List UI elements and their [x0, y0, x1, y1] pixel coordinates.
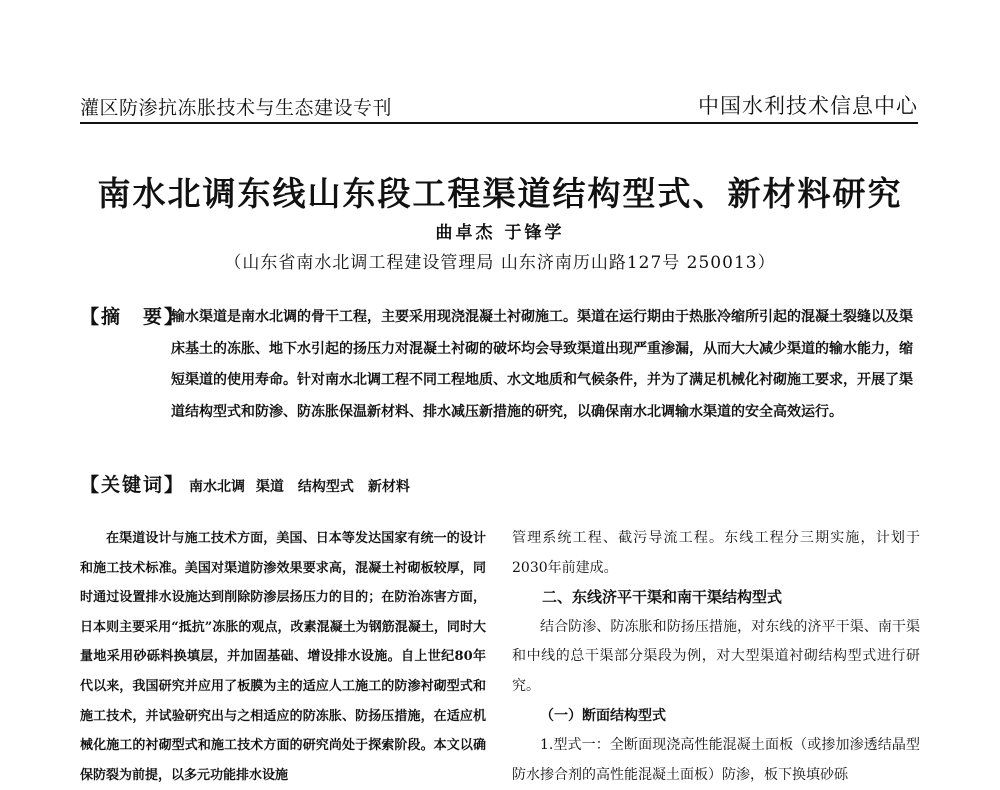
- authors: 曲卓杰 于锋学: [435, 223, 565, 243]
- right-column-intro: 管理系统工程、截污导流工程。东线工程分三期实施，计划于2030年前建成。: [512, 530, 920, 576]
- abstract-text: 输水渠道是南水北调的骨干工程，主要采用现浇混凝土衬砌施工。渠道在运行期由于热胀冷缩所引起的混凝土裂缝以及渠床基土的冻胀、地下水引起的扬压力对混凝土衬砌的破坏均会导致渠道出现严重渗漏，从而大大减少渠道的输水能力，缩短渠道的使用寿命。针对南水北调工程不同工程地质、水文地质和气候条件，并为了满足机械化衬砌施工要求，开展了渠道结构型式和防渗、防冻胀保温新材料、排水减压新措施的研究，以确保南水北调输水渠道的安全高效运行。: [171, 309, 913, 420]
- left-column-paragraph: 在渠道设计与施工技术方面，美国、日本等发达国家有统一的设计和施工技术标准。美国对渠道防渗效果要求高，混凝土衬砌板较厚，同时通过设置排水设施达到削除防渗层扬压力的目的；在防治冻害方面，日本则主要采用“抵抗”冻胀的观点，改素混凝土为钢筋混凝土，同时大量地采用砂砾料换填层，并加固基础、增设排水设施。自上世纪80年代以来，我国研究并应用了板膜为主的适应人工施工的防渗衬砌型式和施工技术，并试验研究出与之相适应的防冻胀、防扬压措施，在适应机械化施工的衬砌型式和施工技术方面的研究尚处于探索阶段。本文以确保防裂为前提，以多元功能排水设施: [80, 531, 486, 783]
- abstract-label: 【摘 要】: [80, 306, 186, 328]
- keywords-label: 【关键词】: [80, 474, 186, 496]
- journal-title: 灌区防渗抗冻胀技术与生态建设专刊: [80, 97, 393, 119]
- item-text: 1.型式一：全断面现浇高性能混凝土面板（或掺加渗透结晶型防水掺合剂的高性能混凝土面板）防渗，板下换填砂砾: [512, 737, 920, 783]
- right-column: [512, 524, 920, 790]
- keywords-text: 南水北调 渠道 结构型式 新材料: [189, 479, 410, 495]
- paper-title: 南水北调东线山东段工程渠道结构型式、新材料研究: [97, 174, 903, 213]
- publisher-name: 中国水利技术信息中心: [698, 94, 918, 118]
- section-heading: 二、东线济平干渠和南干渠结构型式: [542, 588, 783, 607]
- abstract-block: [80, 302, 918, 428]
- section-text: 结合防渗、防冻胀和防扬压措施，对东线的济平干渠、南干渠和中线的总干渠部分渠段为例，对大型渠道衬砌结构型式进行研究。: [512, 618, 920, 694]
- running-header: [80, 92, 918, 124]
- keywords-block: [80, 470, 410, 497]
- affiliation: （山东省南水北调工程建设管理局 山东济南历山路127号 250013）: [224, 253, 776, 273]
- sub-heading: （一）断面结构型式: [540, 707, 666, 724]
- left-column: [80, 524, 486, 790]
